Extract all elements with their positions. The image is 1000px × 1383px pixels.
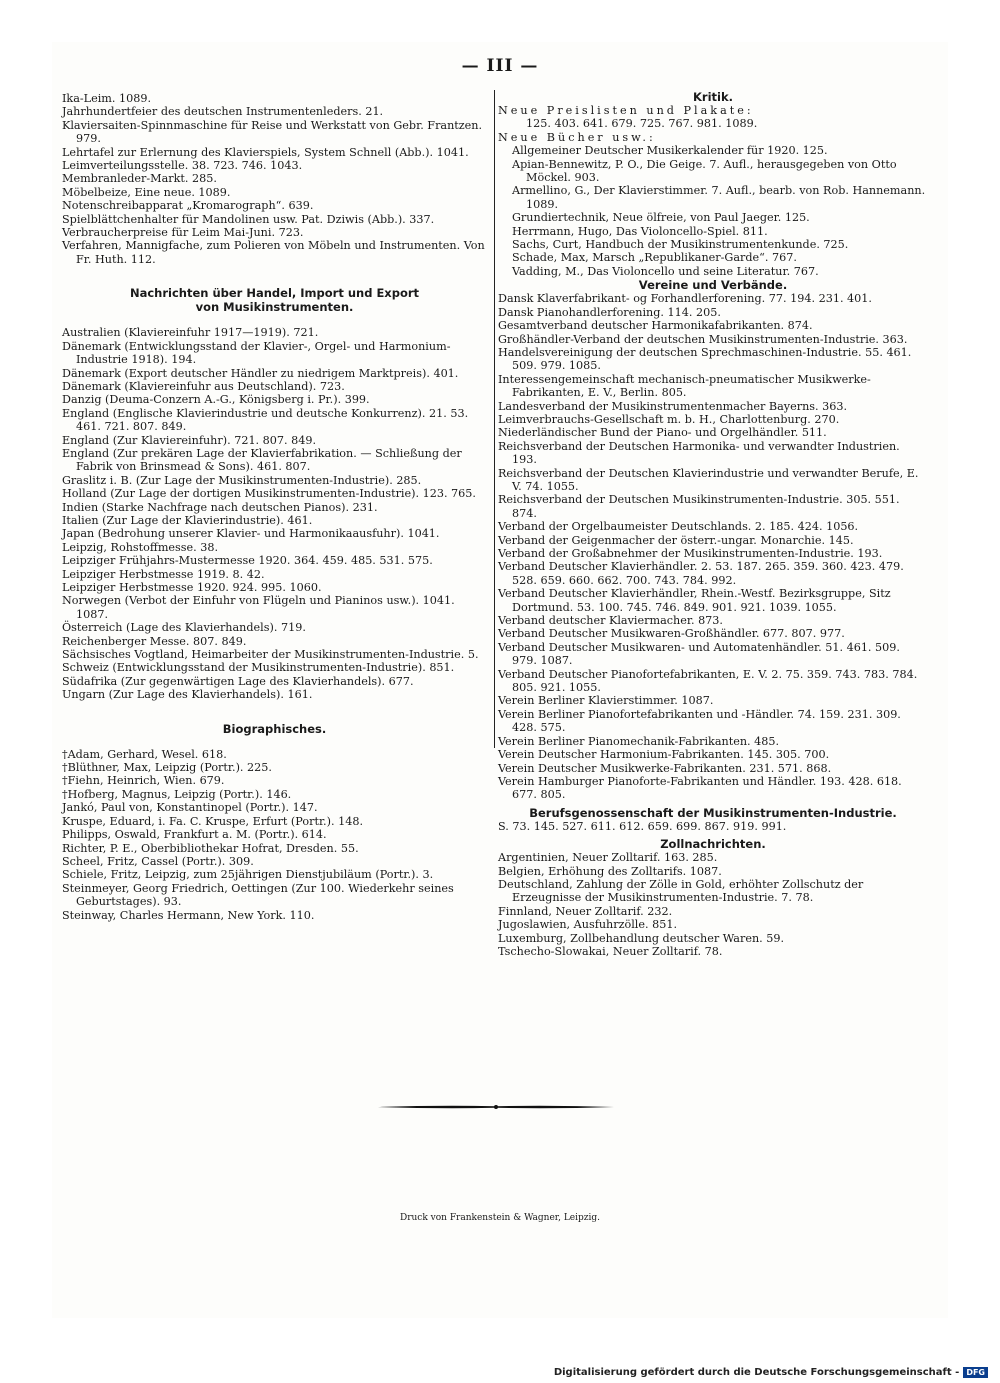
list-item: Landesverband der Musikinstrumentenmacher Bayerns. 363. <box>498 399 848 413</box>
beruf-pages: S. 73. 145. 527. 611. 612. 659. 699. 867. 919. 991. <box>498 819 787 833</box>
list-item: Scheel, Fritz, Cassel (Portr.). 309. <box>62 854 254 868</box>
list-item: Verband der Großabnehmer der Musikinstrumenten-Industrie. 193. <box>498 547 883 560</box>
list-item: Belgien, Erhöhung des Zolltarifs. 1087. <box>498 864 722 878</box>
handel-heading-continued: von Musikinstrumenten. <box>195 300 354 315</box>
list-item: Reichsverband der Deutschen Musikinstrumenten-Industrie. 305. 551. 874. <box>498 493 900 520</box>
list-item: Steinmeyer, Georg Friedrich, Oettingen (Zur 100. Wiederkehr seines Geburtstages). 93. <box>62 881 454 909</box>
zoll-entries <box>498 851 928 958</box>
dfg-logo-icon: DFG <box>963 1367 988 1378</box>
list-item: Leimverbrauchs-Gesellschaft m. b. H., Charlottenburg. 270. <box>498 412 840 426</box>
list-item: Verband deutscher Klaviermacher. 873. <box>498 614 723 628</box>
list-item: Tschecho-Slowakai, Neuer Zolltarif. 78. <box>498 944 723 958</box>
list-item: †Blüthner, Max, Leipzig (Portr.). 225. <box>62 761 272 775</box>
ornamental-rule <box>378 1102 614 1112</box>
list-item: Allgemeiner Deutscher Musikerkalender für 1920. 125. <box>512 144 828 158</box>
kritik-heading: Kritik. <box>693 90 733 104</box>
list-item: Dansk Pianohandlerforening. 114. 205. <box>498 305 721 319</box>
list-item: Jugoslawien, Ausfuhrzölle. 851. <box>498 918 678 932</box>
list-item: Leipzig, Rohstoffmesse. 38. <box>62 540 219 554</box>
list-item: Verein Berliner Pianofortefabrikanten und -Händler. 74. 159. 231. 309. 428. 575. <box>498 707 901 735</box>
list-item: Holland (Zur Lage der dortigen Musikinstrumenten-Industrie). 123. 765. <box>62 487 476 501</box>
handel-entries <box>62 326 487 701</box>
list-item: †Adam, Gerhard, Wesel. 618. <box>62 747 227 761</box>
list-item: Verband der Orgelbaumeister Deutschlands. 2. 185. 424. 1056. <box>498 520 859 534</box>
list-item: Apian-Bennewitz, P. O., Die Geige. 7. Aufl., herausgegeben von Otto Möckel. 903. <box>512 157 897 185</box>
list-item: Indien (Starke Nachfrage nach deutschen Pianos). 231. <box>62 500 378 514</box>
list-item: Südafrika (Zur gegenwärtigen Lage des Klavierhandels). 677. <box>62 674 414 688</box>
list-item: Interessengemeinschaft mechanisch-pneumatischer Musikwerke-Fabrikanten, E. V., Berlin. 805. <box>498 372 871 400</box>
list-item: Verbraucherpreise für Leim Mai-Juni. 723. <box>62 226 304 240</box>
list-item: Verband Deutscher Musikwaren- und Automatenhändler. 51. 461. 509. 979. 1087. <box>498 640 900 668</box>
list-item: Spielblättchenhalter für Mandolinen usw. Pat. Dziwis (Abb.). 337. <box>62 212 435 226</box>
list-item: Ungarn (Zur Lage des Klavierhandels). 161. <box>62 688 313 702</box>
list-item: Steinway, Charles Hermann, New York. 110. <box>62 908 315 922</box>
right-column <box>494 90 928 958</box>
list-item: Reichenberger Messe. 807. 849. <box>62 634 247 648</box>
list-item: Notenschreibapparat „Kromarograph“. 639. <box>62 199 314 213</box>
list-item: Verband Deutscher Klavierhändler. 2. 53. 187. 265. 359. 360. 423. 479. 528. 659. 660. 662. 700. 743. 784. 992. <box>498 560 904 587</box>
list-item: Richter, P. E., Oberbibliothekar Hofrat, Dresden. 55. <box>62 841 359 855</box>
list-item: Reichsverband der Deutschen Klavierindustrie und verwandter Berufe, E. V. 74. 1055. <box>498 466 919 493</box>
list-item: Verband Deutscher Klavierhändler, Rhein.-Westf. Bezirksgruppe, Sitz Dortmund. 53. 100. 745. 746. 849. 901. 921. 1039. 1055. <box>498 587 891 614</box>
list-item: Sächsisches Vogtland, Heimarbeiter der Musikinstrumenten-Industrie. 5. <box>62 648 479 662</box>
list-item: Kruspe, Eduard, i. Fa. C. Kruspe, Erfurt (Portr.). 148. <box>62 814 364 828</box>
list-item: Verfahren, Mannigfache, zum Polieren von Möbeln und Instrumenten. Von Fr. Huth. 112. <box>62 239 485 266</box>
list-item: Schade, Max, Marsch „Republikaner-Garde“. 767. <box>512 251 797 265</box>
list-item: Verband der Geigenmacher der österr.-ungar. Monarchie. 145. <box>498 533 854 547</box>
list-item: Dansk Klaverfabrikant- og Forhandlerforening. 77. 194. 231. 401. <box>498 292 872 306</box>
handel-heading: Nachrichten über Handel, Import und Export <box>129 286 420 301</box>
list-item: Danzig (Deuma-Conzern A.-G., Königsberg i. Pr.). 399. <box>62 393 370 407</box>
list-item: Reichsverband der Deutschen Harmonika- und verwandter Industrien. 193. <box>498 439 900 467</box>
misc-entries <box>62 92 487 266</box>
list-item: Verein Deutscher Harmonium-Fabrikanten. 145. 305. 700. <box>498 748 830 762</box>
list-item: Leipziger Herbstmesse 1920. 924. 995. 1060. <box>62 581 322 594</box>
list-item: Leimverteilungsstelle. 38. 723. 746. 1043. <box>62 159 303 173</box>
list-item: Schiele, Fritz, Leipzig, zum 25jährigen Dienstjubiläum (Portr.). 3. <box>62 868 434 882</box>
list-item: †Fiehn, Heinrich, Wien. 679. <box>62 774 225 788</box>
footer-text: Digitalisierung gefördert durch die Deutsche Forschungsgemeinschaft - <box>553 1367 960 1378</box>
list-item: England (Englische Klavierindustrie und deutsche Konkurrenz). 21. 53. 461. 721. 807. 849. <box>62 406 469 434</box>
list-item: Membranleder-Markt. 285. <box>62 172 217 186</box>
list-item: Herrmann, Hugo, Das Violoncello-Spiel. 811. <box>512 224 768 238</box>
list-item: Philipps, Oswald, Frankfurt a. M. (Portr.). 614. <box>62 828 327 842</box>
page-number: — III — <box>461 56 539 76</box>
list-item: Gesamtverband deutscher Harmonikafabrikanten. 874. <box>498 319 813 333</box>
list-item: Österreich (Lage des Klavierhandels). 719. <box>62 621 306 635</box>
beruf-heading: Berufsgenossenschaft der Musikinstrumenten-Industrie. <box>529 805 897 820</box>
list-item: Norwegen (Verbot der Einfuhr von Flügeln und Pianinos usw.). 1041. 1087. <box>62 594 455 621</box>
left-column <box>62 92 487 922</box>
list-item: Graslitz i. B. (Zur Lage der Musikinstrumenten-Industrie). 285. <box>62 473 422 487</box>
list-item: Verein Hamburger Pianoforte-Fabrikanten und Händler. 193. 428. 618. 677. 805. <box>498 774 902 802</box>
preislisten-label: Neue Preislisten und Plakate: <box>498 104 754 117</box>
list-item: Klaviersaiten-Spinnmaschine für Reise und Werkstatt von Gebr. Frantzen. 979. <box>62 118 483 146</box>
list-item: Handelsvereinigung der deutschen Sprechmaschinen-Industrie. 55. 461. 509. 979. 1085. <box>498 345 912 373</box>
list-item: Niederländischer Bund der Piano- und Orgelhändler. 511. <box>498 426 827 440</box>
bio-heading: Biographisches. <box>222 721 327 736</box>
list-item: Dänemark (Klaviereinfuhr aus Deutschland). 723. <box>62 379 345 393</box>
list-item: †Hofberg, Magnus, Leipzig (Portr.). 146. <box>62 787 292 801</box>
list-item: Argentinien, Neuer Zolltarif. 163. 285. <box>498 851 718 865</box>
list-item: Italien (Zur Lage der Klavierindustrie). 461. <box>62 513 313 527</box>
vereine-heading: Vereine und Verbände. <box>638 278 788 293</box>
list-item: Dänemark (Export deutscher Händler zu niedrigem Marktpreis). 401. <box>62 366 459 380</box>
list-item: Vadding, M., Das Violoncello und seine Literatur. 767. <box>512 264 819 278</box>
list-item: England (Zur prekären Lage der Klavierfabrikation. — Schließung der Fabrik von Brinsmead & Sons). 461. 807. <box>62 446 462 474</box>
list-item: Deutschland, Zahlung der Zölle in Gold, erhöhter Zollschutz der Erzeugnisse der Musikinstrumenten-Industrie. 7. 78. <box>498 877 864 905</box>
list-item: Verband Deutscher Musikwaren-Großhändler. 677. 807. 977. <box>498 627 845 641</box>
list-item: Australien (Klaviereinfuhr 1917—1919). 721. <box>62 326 319 340</box>
list-item: Japan (Bedrohung unserer Klavier- und Harmonikaausfuhr). 1041. <box>62 527 440 541</box>
list-item: England (Zur Klaviereinfuhr). 721. 807. 849. <box>62 433 317 447</box>
digitization-footer <box>554 1367 988 1378</box>
list-item: Jahrhundertfeier des deutschen Instrumentenleders. 21. <box>62 105 384 119</box>
list-item: Lehrtafel zur Erlernung des Klavierspiels, System Schnell (Abb.). 1041. <box>62 145 469 159</box>
list-item: Leipziger Frühjahrs-Mustermesse 1920. 364. 459. 485. 531. 575. <box>62 554 433 568</box>
buecher-entries <box>498 144 928 278</box>
list-item: Leipziger Herbstmesse 1919. 8. 42. <box>62 567 265 581</box>
vereine-entries <box>498 292 928 801</box>
list-item: Jankó, Paul von, Konstantinopel (Portr.). 147. <box>62 801 318 815</box>
buecher-label: Neue Bücher usw.: <box>498 130 656 144</box>
list-item: Grundiertechnik, Neue ölfreie, von Paul Jaeger. 125. <box>512 211 810 225</box>
list-item: Armellino, G., Der Klavierstimmer. 7. Aufl., bearb. von Rob. Hannemann. 1089. <box>512 184 926 211</box>
list-item: Verein Berliner Pianomechanik-Fabrikanten. 485. <box>498 734 780 748</box>
list-item: Verein Berliner Klavierstimmer. 1087. <box>498 694 714 708</box>
printer-imprint: Druck von Frankenstein & Wagner, Leipzig. <box>399 1213 601 1223</box>
list-item: Schweiz (Entwicklungsstand der Musikinstrumenten-Industrie). 851. <box>62 661 455 675</box>
list-item: Verband Deutscher Pianofortefabrikanten, E. V. 2. 75. 359. 743. 783. 784. 805. 921. 1055. <box>498 667 918 695</box>
list-item: Großhändler-Verband der deutschen Musikinstrumenten-Industrie. 363. <box>498 332 908 346</box>
list-item: Dänemark (Entwicklungsstand der Klavier-, Orgel- und Harmonium-Industrie 1918). 194. <box>62 339 451 367</box>
list-item: Möbelbeize, Eine neue. 1089. <box>62 185 231 199</box>
preislisten-pages: 125. 403. 641. 679. 725. 767. 981. 1089. <box>526 117 758 131</box>
list-item: Finnland, Neuer Zolltarif. 232. <box>498 904 673 918</box>
list-item: Verein Deutscher Musikwerke-Fabrikanten. 231. 571. 868. <box>498 761 832 775</box>
list-item: Luxemburg, Zollbehandlung deutscher Waren. 59. <box>498 931 785 945</box>
zoll-heading: Zollnachrichten. <box>660 837 766 852</box>
list-item: Ika-Leim. 1089. <box>62 92 152 105</box>
list-item: Sachs, Curt, Handbuch der Musikinstrumentenkunde. 725. <box>512 238 849 252</box>
bio-entries <box>62 748 487 922</box>
